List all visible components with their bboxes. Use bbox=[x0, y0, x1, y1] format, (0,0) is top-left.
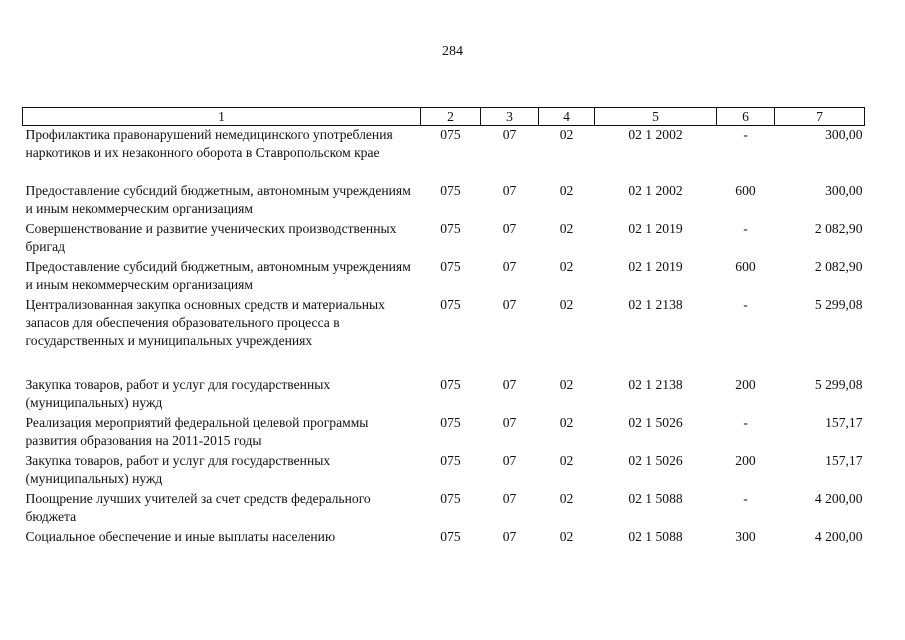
column-header: 3 bbox=[481, 108, 539, 126]
row-ministry: 075 bbox=[440, 220, 461, 236]
row-section: 07 bbox=[502, 452, 517, 468]
row-amount: 5 299,08 bbox=[814, 376, 863, 392]
row-name: Централизованная закупка основных средств и материальных запасов для обеспечения образовательного процесса в государственных и муниципальных учреждениях bbox=[25, 296, 385, 348]
column-header: 4 bbox=[539, 108, 595, 126]
row-subsection: 02 bbox=[559, 258, 574, 274]
row-expense-type: 300 bbox=[735, 528, 756, 544]
column-header: 6 bbox=[717, 108, 775, 126]
table-row bbox=[23, 258, 865, 296]
row-ministry: 075 bbox=[440, 376, 461, 392]
column-header: 7 bbox=[775, 108, 865, 126]
row-name: Предоставление субсидий бюджетным, автономным учреждениям и иным некоммерческим организациям bbox=[25, 258, 411, 292]
row-target: 02 1 2019 bbox=[628, 258, 683, 274]
row-target: 02 1 2019 bbox=[628, 220, 683, 236]
row-target: 02 1 2138 bbox=[628, 376, 683, 392]
table-row bbox=[23, 414, 865, 452]
row-amount: 2 082,90 bbox=[814, 220, 863, 236]
column-header: 2 bbox=[421, 108, 481, 126]
row-amount: 157,17 bbox=[825, 452, 863, 468]
table-row bbox=[23, 490, 865, 528]
column-header: 5 bbox=[595, 108, 717, 126]
row-ministry: 075 bbox=[440, 296, 461, 312]
row-name: Совершенствование и развитие ученических производственных бригад bbox=[25, 220, 397, 254]
row-section: 07 bbox=[502, 490, 517, 506]
row-ministry: 075 bbox=[440, 182, 461, 198]
row-section: 07 bbox=[502, 414, 517, 430]
row-amount: 300,00 bbox=[825, 127, 863, 142]
budget-table bbox=[22, 107, 865, 566]
row-name: Поощрение лучших учителей за счет средств федерального бюджета bbox=[25, 490, 371, 524]
row-name: Профилактика правонарушений немедицинского употребления наркотиков и их незаконного оборота в Ставропольском крае bbox=[25, 127, 393, 160]
table-row bbox=[23, 376, 865, 414]
row-ministry: 075 bbox=[440, 490, 461, 506]
row-subsection: 02 bbox=[559, 220, 574, 236]
row-section: 07 bbox=[502, 528, 517, 544]
row-amount: 4 200,00 bbox=[814, 490, 863, 506]
row-ministry: 075 bbox=[440, 528, 461, 544]
row-amount: 2 082,90 bbox=[814, 258, 863, 274]
row-subsection: 02 bbox=[559, 296, 574, 312]
table-row bbox=[23, 126, 865, 182]
row-ministry: 075 bbox=[440, 258, 461, 274]
row-target: 02 1 2002 bbox=[628, 182, 683, 198]
row-target: 02 1 2138 bbox=[628, 296, 683, 312]
table-row bbox=[23, 182, 865, 220]
row-section: 07 bbox=[502, 127, 517, 142]
row-expense-type: - bbox=[743, 414, 748, 430]
row-ministry: 075 bbox=[440, 452, 461, 468]
row-amount: 4 200,00 bbox=[814, 528, 863, 544]
row-target: 02 1 5088 bbox=[628, 528, 683, 544]
table-row bbox=[23, 296, 865, 376]
table-row bbox=[23, 220, 865, 258]
row-name: Закупка товаров, работ и услуг для государственных (муниципальных) нужд bbox=[25, 452, 331, 486]
row-expense-type: - bbox=[743, 127, 748, 142]
row-expense-type: - bbox=[743, 490, 748, 506]
row-expense-type: 600 bbox=[735, 182, 756, 198]
row-expense-type: - bbox=[743, 220, 748, 236]
column-header: 1 bbox=[23, 108, 421, 126]
row-subsection: 02 bbox=[559, 490, 574, 506]
row-name: Реализация мероприятий федеральной целевой программы развития образования на 2011-2015 годы bbox=[25, 414, 369, 448]
row-name: Предоставление субсидий бюджетным, автономным учреждениям и иным некоммерческим организациям bbox=[25, 182, 411, 216]
row-name: Социальное обеспечение и иные выплаты населению bbox=[25, 528, 336, 544]
row-amount: 5 299,08 bbox=[814, 296, 863, 312]
row-section: 07 bbox=[502, 296, 517, 312]
row-expense-type: - bbox=[743, 296, 748, 312]
row-section: 07 bbox=[502, 376, 517, 392]
row-subsection: 02 bbox=[559, 452, 574, 468]
page-number: 284 bbox=[442, 44, 463, 59]
row-section: 07 bbox=[502, 182, 517, 198]
row-target: 02 1 5026 bbox=[628, 452, 683, 468]
row-subsection: 02 bbox=[559, 127, 574, 142]
row-amount: 300,00 bbox=[825, 182, 863, 198]
row-ministry: 075 bbox=[440, 414, 461, 430]
row-target: 02 1 5088 bbox=[628, 490, 683, 506]
table-header-row bbox=[23, 108, 865, 126]
row-subsection: 02 bbox=[559, 414, 574, 430]
row-amount: 157,17 bbox=[825, 414, 863, 430]
row-section: 07 bbox=[502, 258, 517, 274]
row-expense-type: 200 bbox=[735, 452, 756, 468]
row-target: 02 1 2002 bbox=[628, 127, 683, 142]
table-row bbox=[23, 452, 865, 490]
row-subsection: 02 bbox=[559, 182, 574, 198]
row-subsection: 02 bbox=[559, 376, 574, 392]
row-section: 07 bbox=[502, 220, 517, 236]
row-expense-type: 200 bbox=[735, 376, 756, 392]
row-name: Закупка товаров, работ и услуг для государственных (муниципальных) нужд bbox=[25, 376, 331, 410]
row-subsection: 02 bbox=[559, 528, 574, 544]
row-ministry: 075 bbox=[440, 127, 461, 142]
row-target: 02 1 5026 bbox=[628, 414, 683, 430]
row-expense-type: 600 bbox=[735, 258, 756, 274]
table-row bbox=[23, 528, 865, 566]
